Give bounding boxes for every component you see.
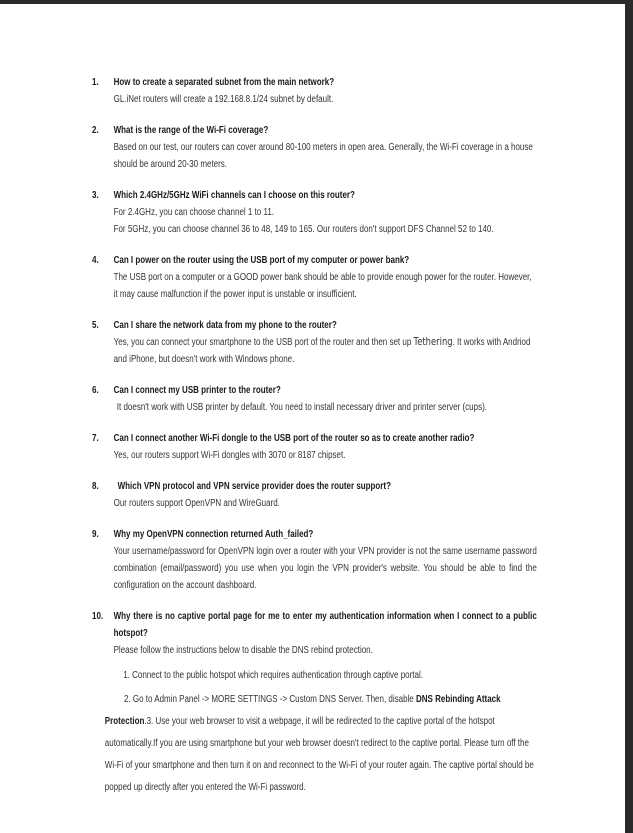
item-number: 6. (92, 385, 99, 396)
faq-item-1 (92, 74, 537, 108)
question-text: Can I connect another Wi-Fi dongle to the USB port of the router so as to create another radio? (113, 433, 475, 444)
page-right-edge (625, 0, 633, 833)
faq-item-2 (92, 122, 537, 173)
question-text: Why my OpenVPN connection returned Auth_failed? (113, 529, 314, 540)
answer-text: Yes, our routers support Wi-Fi dongles with 3070 or 8187 chipset. (113, 450, 346, 461)
instruction-step-2 (105, 689, 537, 799)
item-body (104, 608, 537, 799)
answer-segment: . It works with Andriod and iPhone, but doesn't work with Windows phone. (113, 337, 531, 365)
item-body (114, 430, 537, 464)
faq-item-7 (92, 430, 537, 464)
answer-text (114, 334, 537, 368)
item-body (114, 478, 537, 512)
faq-list (92, 74, 537, 813)
question-text: Can I connect my USB printer to the router? (113, 385, 281, 396)
question-text: Can I power on the router using the USB port of my computer or power bank? (113, 255, 410, 266)
faq-item-3 (92, 187, 537, 238)
answer-text: It doesn't work with USB printer by default. You need to install necessary driver and printer server (cups). (116, 402, 487, 413)
instruction-step-1: 1. Connect to the public hotspot which requires authentication through captive portal. (123, 670, 423, 681)
item-number: 9. (92, 529, 99, 540)
item-number: 1. (92, 77, 99, 88)
question-text: Can I share the network data from my phone to the router? (113, 320, 337, 331)
item-body (114, 74, 537, 108)
item-body (114, 252, 537, 303)
item-number: 10. (92, 611, 104, 622)
faq-item-8 (92, 478, 537, 512)
step-segment: 2. Go to Admin Panel -> MORE SETTINGS -> Custom DNS Server. Then, disable (124, 694, 416, 705)
item-body (114, 317, 537, 368)
answer-text: GL.iNet routers will create a 192.168.8.1/24 subnet by default. (113, 94, 334, 105)
item-number: 7. (92, 433, 99, 444)
item-number: 4. (92, 255, 99, 266)
faq-item-6 (92, 382, 537, 416)
answer-text: Based on our test, our routers can cover around 80-100 meters in open area. Generally, the Wi-Fi coverage in a house should be around 20-30 meters. (113, 142, 533, 170)
faq-item-10 (92, 608, 537, 799)
step-segment-bold: DNS Rebinding Attack Protection (104, 694, 501, 727)
item-number: 3. (92, 190, 99, 201)
page-top-edge (0, 0, 633, 4)
item-body (114, 187, 537, 238)
item-body (114, 526, 537, 594)
item-number: 2. (92, 125, 99, 136)
answer-segment-alt-font: Tethering (413, 336, 453, 348)
answer-text: For 5GHz, you can choose channel 36 to 48, 149 to 165. Our routers don't support DFS Channel 52 to 140. (113, 224, 494, 235)
question-text: Which 2.4GHz/5GHz WiFi channels can I choose on this router? (113, 190, 355, 201)
answer-text: Please follow the instructions below to disable the DNS rebind protection. (113, 645, 373, 656)
question-text: Why there is no captive portal page for me to enter my authentication information when I connect to a public hotspot? (113, 611, 537, 639)
item-number: 8. (92, 481, 99, 492)
question-text: How to create a separated subnet from the main network? (113, 77, 335, 88)
answer-text: For 2.4GHz, you can choose channel 1 to 11. (113, 207, 274, 218)
answer-segment: Yes, you can connect your smartphone to the USB port of the router and then set up (113, 337, 414, 348)
answer-text: Your username/password for OpenVPN login over a router with your VPN provider is not the same username password combination (email/password) you use when you login the VPN provider's website. You should be able to find the configuration on the account dashboard. (113, 546, 537, 591)
question-text: Which VPN protocol and VPN service provider does the router support? (117, 481, 391, 492)
answer-text: The USB port on a computer or a GOOD power bank should be able to provide enough power for the router. However, it may cause malfunction if the power input is unstable or insufficient. (113, 272, 532, 300)
faq-item-5 (92, 317, 537, 368)
faq-item-9 (92, 526, 537, 594)
question-text: What is the range of the Wi-Fi coverage? (113, 125, 269, 136)
step-segment: .3. Use your web browser to visit a webpage, it will be redirected to the captive portal of the hotspot automatically.If you are using smartphone but your web browser doesn't redirect to the captive portal. Please turn off the Wi-Fi of your smartphone and then turn it on and reconnect to the Wi-Fi of your router again. The captive portal should be popped up directly after you entered the Wi-Fi password. (104, 716, 534, 793)
answer-text: Our routers support OpenVPN and WireGuard. (113, 498, 280, 509)
faq-item-4 (92, 252, 537, 303)
item-body (114, 382, 537, 416)
item-body (114, 122, 537, 173)
item-number: 5. (92, 320, 99, 331)
